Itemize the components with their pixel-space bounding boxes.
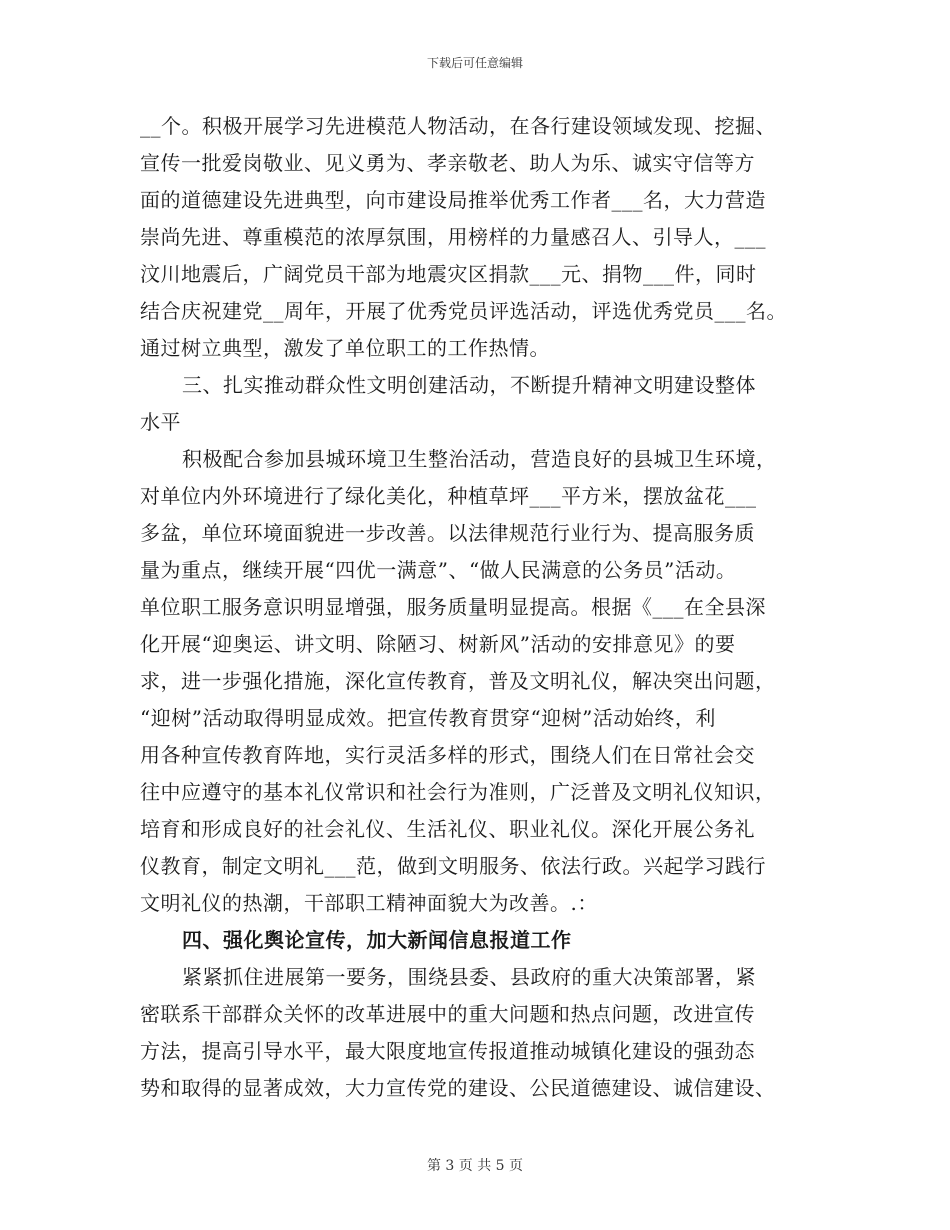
- text-line: 多盆，单位环境面貌进一步改善。以法律规范行业行为、提高服务质: [140, 521, 755, 545]
- text-line: 紧紧抓住进展第一要务，围绕县委、县政府的重大决策部署，紧: [182, 965, 756, 989]
- text-line: 培育和形成良好的社会礼仪、生活礼仪、职业礼仪。深化开展公务礼: [140, 817, 755, 841]
- text-line: 仪教育，制定文明礼___范，做到文明服务、依法行政。兴起学习践行: [140, 854, 766, 878]
- text-line: 单位职工服务意识明显增强，服务质量明显提高。根据《___在全县深: [140, 595, 766, 619]
- section-heading-bold: 四、强化舆论宣传，加大新闻信息报道工作: [182, 928, 572, 952]
- text-line: 往中应遵守的基本礼仪常识和社会行为准则，广泛普及文明礼仪知识，: [140, 780, 776, 804]
- document-body: [140, 108, 820, 1107]
- text-line: __个。积极开展学习先进模范人物活动，在各行建设领域发现、挖掘、: [140, 114, 776, 138]
- text-line: “迎树”活动取得明显成效。把宣传教育贯穿“迎树”活动始终，利: [140, 706, 716, 730]
- text-line: 通过树立典型，激发了单位职工的工作热情。: [140, 336, 550, 360]
- text-line: 化开展“迎奥运、讲文明、除陋习、树新风”活动的安排意见》的要: [140, 632, 736, 656]
- text-line: 崇尚先进、尊重模范的浓厚氛围，用榜样的力量感召人、引导人，___: [140, 225, 766, 249]
- text-line: 文明礼仪的热潮，干部职工精神面貌大为改善。.：: [140, 891, 598, 915]
- text-line: 量为重点，继续开展“四优一满意”、“做人民满意的公务员”活动。: [140, 558, 737, 582]
- text-line: 势和取得的显著成效，大力宣传党的建设、公民道德建设、诚信建设、: [140, 1076, 776, 1100]
- text-line: 密联系干部群众关怀的改革进展中的重大问题和热点问题，改进宣传: [140, 1002, 755, 1026]
- text-line: 用各种宣传教育阵地，实行灵活多样的形式，围绕人们在日常社会交: [140, 743, 755, 767]
- text-line: 积极配合参加县城环境卫生整治活动，营造良好的县城卫生环境，: [182, 447, 777, 471]
- text-line: 结合庆祝建党__周年，开展了优秀党员评选活动，评选优秀党员___名。: [140, 299, 787, 323]
- section-heading: 三、扎实推动群众性文明创建活动，不断提升精神文明建设整体: [182, 373, 756, 397]
- text-line: 方法，提高引导水平，最大限度地宣传报道推动城镇化建设的强劲态: [140, 1039, 755, 1063]
- section-heading-continued: 水平: [140, 410, 181, 434]
- page-header: 下载后可任意编辑: [426, 56, 523, 70]
- text-line: 宣传一批爱岗敬业、见义勇为、孝亲敬老、助人为乐、诚实守信等方: [140, 151, 755, 175]
- text-line: 对单位内外环境进行了绿化美化，种植草坪___平方米，摆放盆花___: [140, 484, 757, 508]
- page-footer: 第 3 页 共 5 页: [426, 1158, 524, 1174]
- text-line: 面的道德建设先进典型，向市建设局推举优秀工作者___名，大力营造: [140, 188, 766, 212]
- text-line: 求，进一步强化措施，深化宣传教育，普及文明礼仪，解决突出问题，: [140, 669, 776, 693]
- text-line: 汶川地震后，广阔党员干部为地震灾区捐款___元、捐物___件，同时: [140, 262, 757, 286]
